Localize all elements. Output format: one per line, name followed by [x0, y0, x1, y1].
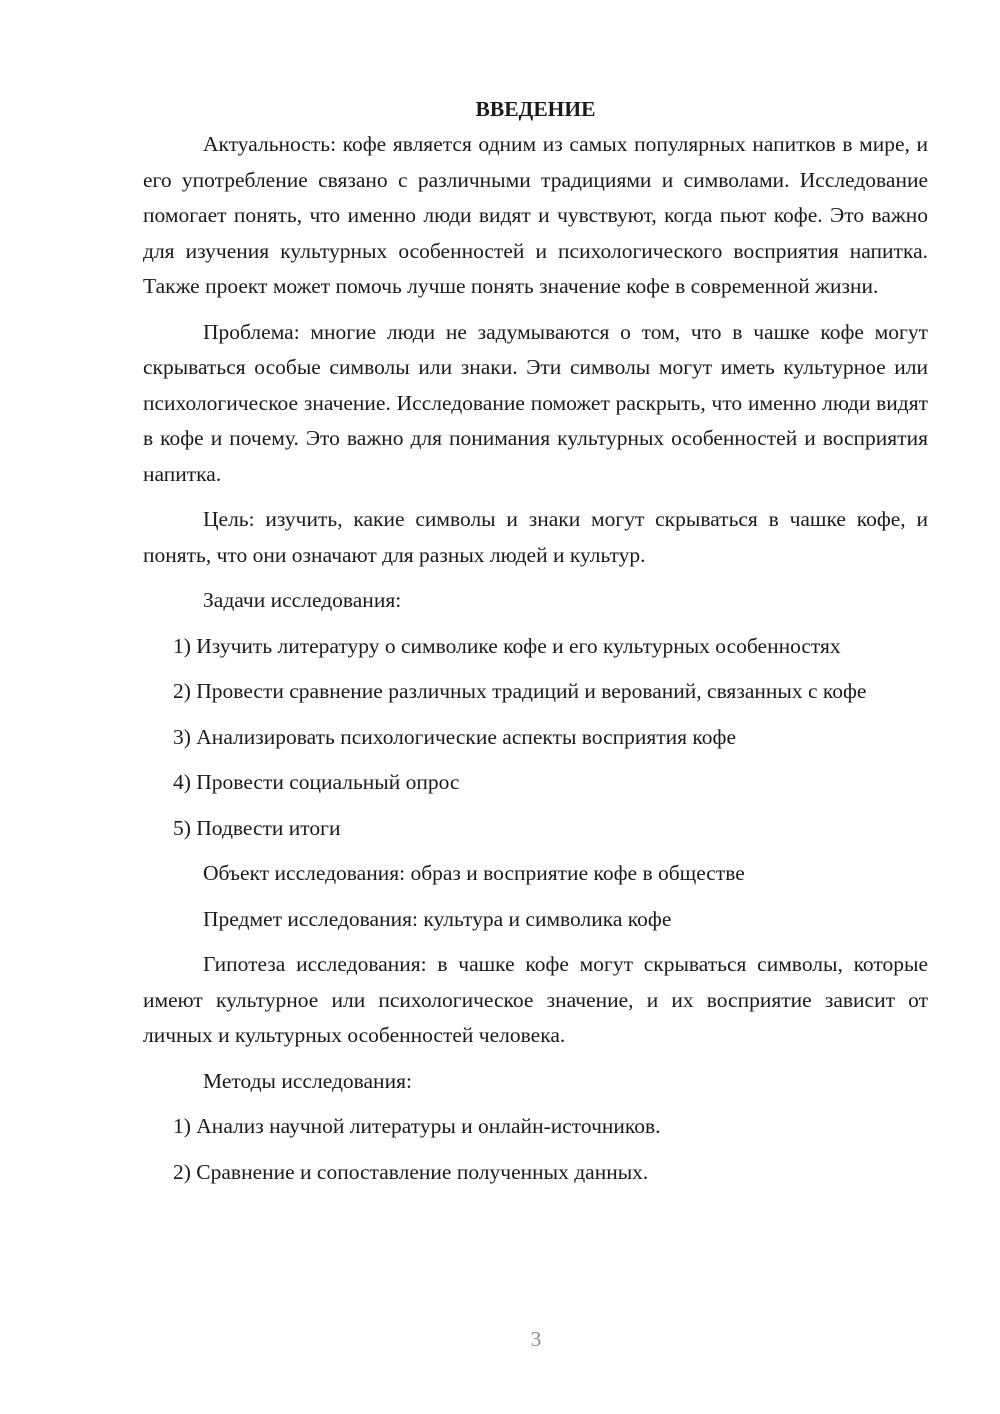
methods-heading: Методы исследования: — [203, 1068, 412, 1093]
method-item: 2) Сравнение и сопоставление полученных данных. — [173, 1159, 649, 1184]
subject-paragraph: Предмет исследования: культура и символика кофе — [203, 906, 672, 931]
section-title: ВВЕДЕНИЕ — [475, 97, 596, 121]
object-paragraph: Объект исследования: образ и восприятие кофе в обществе — [203, 861, 745, 885]
relevance-paragraph: Актуальность: кофе является одним из самых популярных напитков в мире, и его употребление связано с различными традициями и символами. Исследование помогает понять, что именно люди видят и чувствуют, когда пьют кофе. Это важно для изучения культурных особенностей и психологического восприятия напитка. Также проект может помочь лучше понять значение кофе в современной жизни. — [143, 132, 928, 298]
task-item: 4) Провести социальный опрос — [173, 770, 460, 794]
problem-paragraph: Проблема: многие люди не задумываются о том, что в чашке кофе могут скрываться особые символы или знаки. Эти символы могут иметь культурное или психологическое значение. Исследование поможет раскрыть, что именно люди видят в кофе и почему. Это важно для понимания культурных особенностей и восприятия напитка. — [143, 319, 928, 486]
task-item: 2) Провести сравнение различных традиций и верований, связанных с кофе — [173, 679, 867, 703]
document-page — [143, 92, 928, 1200]
page-number: 3 — [530, 1327, 542, 1351]
tasks-heading: Задачи исследования: — [203, 588, 402, 612]
task-item: 5) Подвести итоги — [173, 815, 341, 840]
task-item: 1) Изучить литературу о символике кофе и его культурных особенностях — [173, 633, 841, 658]
goal-paragraph: Цель: изучить, какие символы и знаки могут скрываться в чашке кофе, и понять, что они означают для разных людей и культур. — [143, 507, 928, 567]
method-item: 1) Анализ научной литературы и онлайн-источников. — [173, 1114, 661, 1138]
task-item: 3) Анализировать психологические аспекты восприятия кофе — [173, 724, 737, 749]
hypothesis-paragraph: Гипотеза исследования: в чашке кофе могут скрываться символы, которые имеют культурное или психологическое значение, и их восприятие зависит от личных и культурных особенностей человека. — [143, 952, 928, 1047]
